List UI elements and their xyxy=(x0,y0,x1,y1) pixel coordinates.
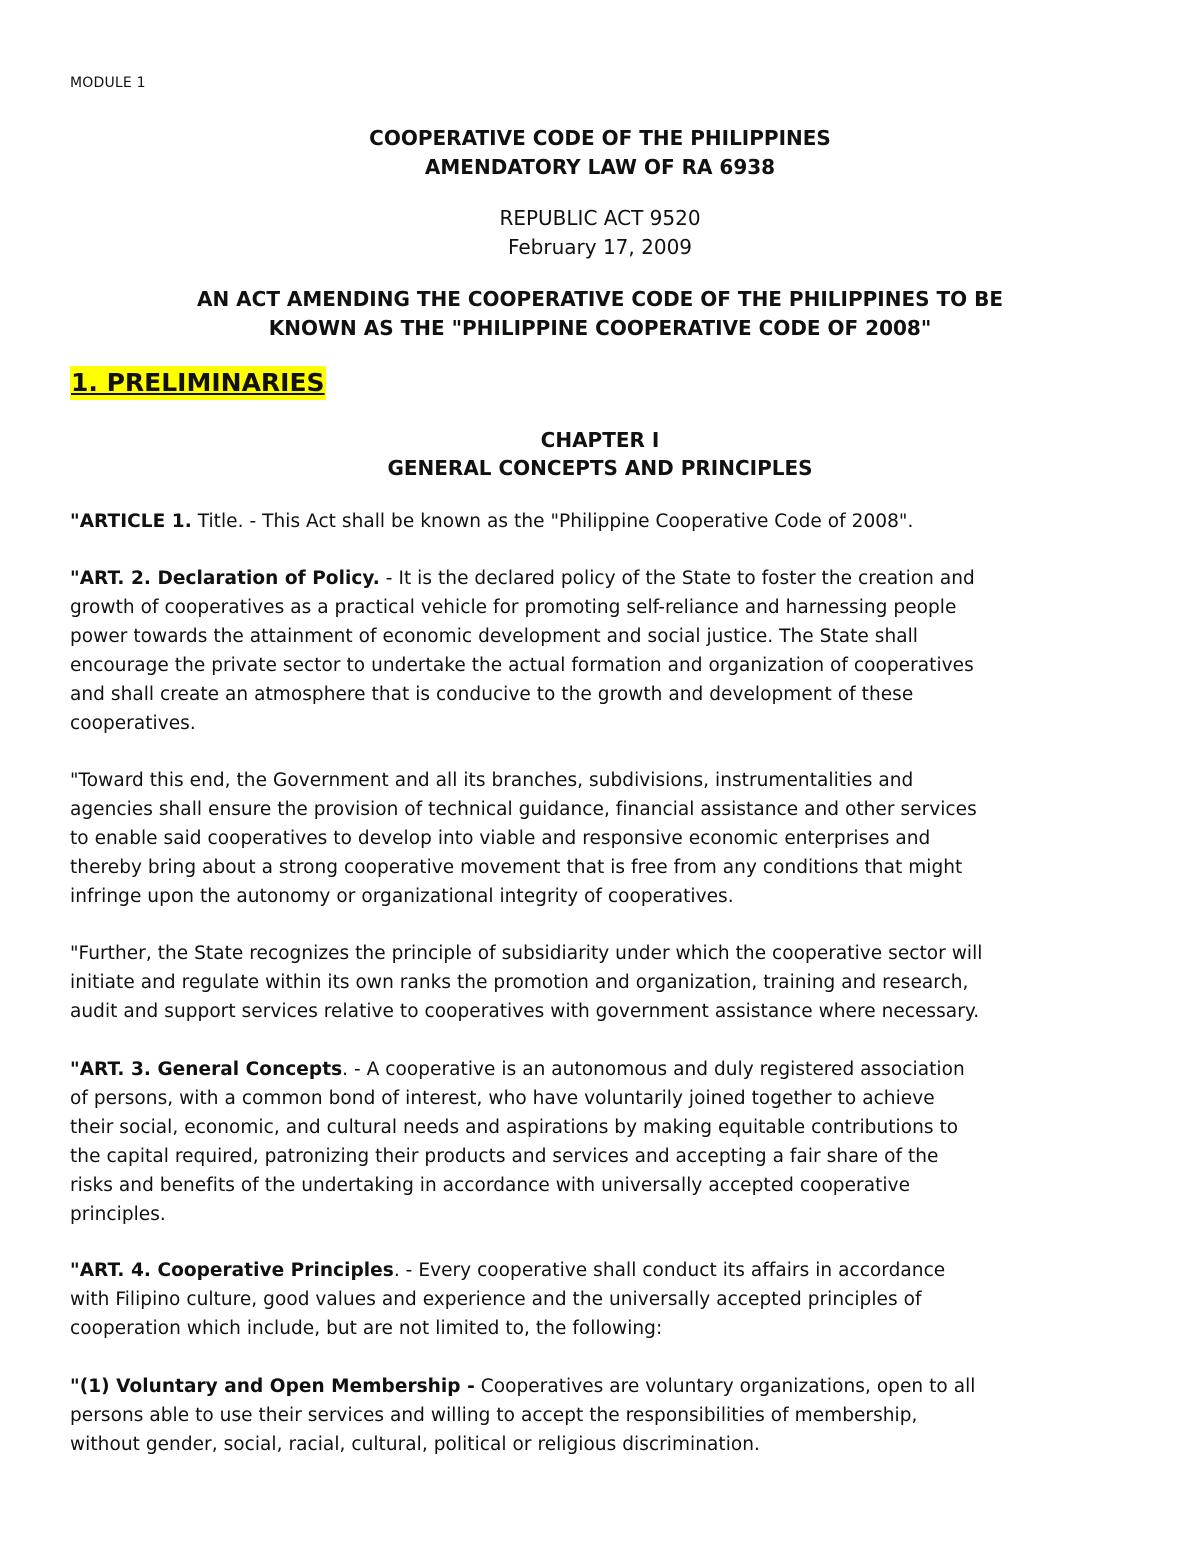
paragraph-line: agencies shall ensure the provision of technical guidance, financial assistance and other services xyxy=(70,799,977,821)
article-2-text: - It is the declared policy of the State to foster the creation and xyxy=(379,568,975,589)
article-1 xyxy=(70,507,1140,536)
principle-1 xyxy=(70,1372,1140,1459)
principle-1-line: persons able to use their services and willing to accept the responsibilities of membership, xyxy=(70,1405,918,1427)
republic-act-info xyxy=(0,204,1200,262)
article-2-line: and shall create an atmosphere that is conducive to the growth and development of these xyxy=(70,684,914,706)
act-title xyxy=(0,285,1200,343)
article-3-text: . - A cooperative is an autonomous and duly registered association xyxy=(342,1059,965,1080)
article-2-line: cooperatives. xyxy=(70,713,196,735)
article-1-text: Title. - This Act shall be known as the "Philippine Cooperative Code of 2008". xyxy=(191,511,914,532)
article-2-paragraph-3 xyxy=(70,939,1140,1026)
article-1-label: "ARTICLE 1. xyxy=(70,511,192,532)
article-4 xyxy=(70,1256,1140,1343)
principle-1-label: "(1) Voluntary and Open Membership - xyxy=(70,1376,475,1397)
article-3-line: their social, economic, and cultural needs and aspirations by making equitable contributions to xyxy=(70,1117,959,1139)
article-2-label: "ART. 2. Declaration of Policy. xyxy=(70,568,380,589)
principle-1-text: Cooperatives are voluntary organizations, open to all xyxy=(474,1376,976,1397)
paragraph-line: audit and support services relative to cooperatives with government assistance where necessary. xyxy=(70,1001,980,1023)
principle-1-line: without gender, social, racial, cultural, political or religious discrimination. xyxy=(70,1434,760,1456)
article-4-line: with Filipino culture, good values and experience and the universally accepted principles of xyxy=(70,1289,922,1311)
paragraph-line: "Further, the State recognizes the principle of subsidiarity under which the cooperative sector will xyxy=(70,943,983,964)
article-3 xyxy=(70,1055,1140,1230)
article-2-line-1 xyxy=(70,564,1140,593)
republic-act-date: February 17, 2009 xyxy=(507,235,693,259)
article-3-line: the capital required, patronizing their products and services and accepting a fair share of the xyxy=(70,1146,939,1168)
article-3-line-1 xyxy=(70,1055,1140,1084)
document-title xyxy=(0,124,1200,182)
article-3-label: "ART. 3. General Concepts xyxy=(70,1059,343,1080)
paragraph-line: thereby bring about a strong cooperative movement that is free from any conditions that might xyxy=(70,857,963,879)
chapter-heading xyxy=(0,426,1200,482)
article-4-label: "ART. 4. Cooperative Principles xyxy=(70,1260,394,1281)
paragraph-line: "Toward this end, the Government and all its branches, subdivisions, instrumentalities and xyxy=(70,770,914,791)
section-heading: 1. PRELIMINARIES xyxy=(70,366,326,400)
article-2 xyxy=(70,564,1140,739)
republic-act-number: REPUBLIC ACT 9520 xyxy=(499,206,701,230)
principle-1-line-1 xyxy=(70,1372,1140,1401)
article-2-line: growth of cooperatives as a practical vehicle for promoting self-reliance and harnessing people xyxy=(70,597,957,619)
paragraph-line: initiate and regulate within its own ranks the promotion and organization, training and research, xyxy=(70,972,969,994)
act-title-line-1: AN ACT AMENDING THE COOPERATIVE CODE OF THE PHILIPPINES TO BE xyxy=(196,287,1003,311)
module-label: MODULE 1 xyxy=(70,75,146,91)
paragraph-line: to enable said cooperatives to develop into viable and responsive economic enterprises and xyxy=(70,828,931,850)
title-line-2: AMENDATORY LAW OF RA 6938 xyxy=(424,155,776,179)
article-4-line-1 xyxy=(70,1256,1140,1285)
article-4-text: . - Every cooperative shall conduct its affairs in accordance xyxy=(393,1260,946,1281)
chapter-name: GENERAL CONCEPTS AND PRINCIPLES xyxy=(387,456,813,480)
paragraph-line: infringe upon the autonomy or organizational integrity of cooperatives. xyxy=(70,886,734,908)
article-2-paragraph-2 xyxy=(70,766,1140,911)
act-title-line-2: KNOWN AS THE "PHILIPPINE COOPERATIVE CODE OF 2008" xyxy=(268,316,932,340)
article-2-line: encourage the private sector to undertake the actual formation and organization of cooperatives xyxy=(70,655,974,677)
article-1-line xyxy=(70,507,1140,536)
article-3-line: risks and benefits of the undertaking in accordance with universally accepted cooperative xyxy=(70,1175,911,1197)
article-3-line: of persons, with a common bond of interest, who have voluntarily joined together to achieve xyxy=(70,1088,935,1110)
article-4-line: cooperation which include, but are not limited to, the following: xyxy=(70,1318,663,1340)
article-3-line: principles. xyxy=(70,1204,166,1226)
article-2-line: power towards the attainment of economic development and social justice. The State shall xyxy=(70,626,918,648)
chapter-number: CHAPTER I xyxy=(540,428,660,452)
title-line-1: COOPERATIVE CODE OF THE PHILIPPINES xyxy=(369,126,831,150)
